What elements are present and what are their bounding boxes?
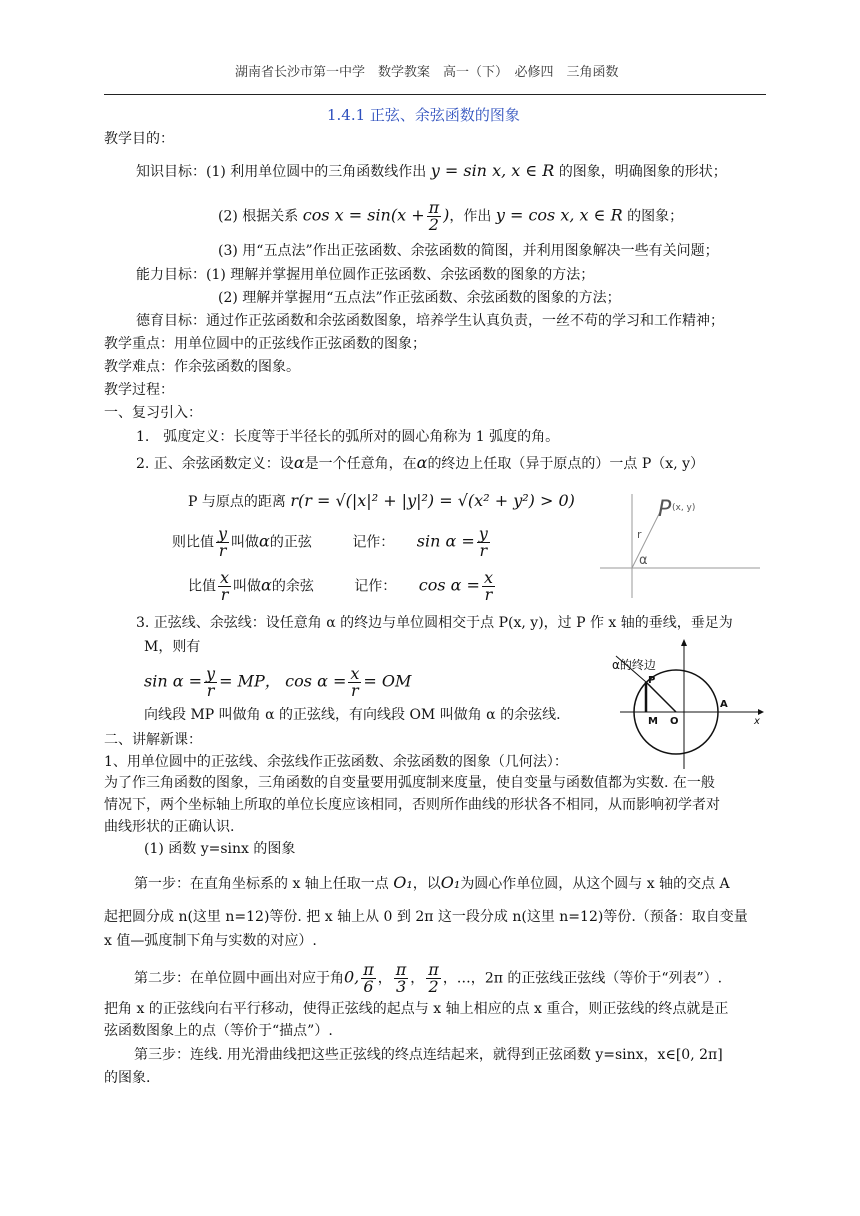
origin-label: O — [670, 716, 679, 727]
step-two-line-3: 弦函数图象上的点（等价于“描点”）. — [104, 1023, 333, 1039]
point-p-label: P — [658, 497, 672, 522]
step-one-line-1: 第一步：在直角坐标系的 x 轴上任取一点 O₁，以O₁为圆心作单位圆，从这个圆与 x 轴的交点 A — [134, 873, 730, 892]
knowledge-goal-3: (3) 用“五点法”作出正弦函数、余弦函数的简图，并利用图象解决一些有关问题； — [218, 243, 719, 259]
x-axis-label: x — [754, 716, 760, 727]
directed-segment-text: 向线段 MP 叫做角 α 的正弦线，有向线段 OM 叫做角 α 的余弦线. — [144, 707, 561, 723]
moral-goal: 德育目标：通过作正弦函数和余弦函数图象，培养学生认真负责，一丝不苟的学习和工作精神； — [136, 313, 724, 329]
step-one-line-3: x 值—弧度制下角与实数的对应）. — [104, 933, 317, 949]
geometric-method-heading: 1、用单位圆中的正弦线、余弦线作正弦函数、余弦函数的图象（几何法）： — [104, 754, 568, 770]
cosine-definition: 比值 $\frac{x}{r}$ 叫做α的余弦 记作： cos α = $\frac{x}{r}$ — [188, 568, 493, 604]
sine-graph-heading: (1) 函数 y=sinx 的图象 — [144, 841, 296, 857]
unit-circle-figure — [608, 636, 768, 770]
step-one-line-2: 起把圆分成 n(这里 n=12)等份. 把 x 轴上从 0 到 2π 这一段分成 n(这里 n=12)等份.（预备：取自变量 — [104, 909, 748, 925]
ability-goal-1: 能力目标：(1) 理解并掌握用单位圆作正弦函数、余弦函数的图象的方法； — [136, 267, 595, 283]
paragraph-line-2: 情况下，两个坐标轴上所取的单位长度应该相同，否则所作曲线的形状各不相同，从而影响初学者对 — [104, 797, 720, 813]
angle-figure — [596, 490, 764, 600]
point-coord-label: (x, y) — [672, 503, 696, 513]
step-three-line-1: 第三步：连线. 用光滑曲线把这些正弦线的终点连结起来，就得到正弦函数 y=sinx，x∈[0, 2π] — [134, 1047, 723, 1063]
trig-definition-intro: 2. 正、余弦函数定义：设α是一个任意角，在α的终边上任取（异于原点的）一点 P（x, y） — [136, 453, 705, 472]
difficult-point: 教学难点：作余弦函数的图象。 — [104, 359, 300, 375]
ability-goal-2: (2) 理解并掌握用“五点法”作正弦函数、余弦函数的图象的方法； — [218, 290, 621, 306]
radius-op-line — [646, 682, 676, 712]
y-axis-arrow — [681, 639, 687, 646]
point-a-label: A — [720, 699, 728, 710]
section-review-heading: 一、复习引入： — [104, 405, 202, 421]
knowledge-goal-1: 知识目标：(1) 利用单位圆中的三角函数线作出 y = sin x, x ∈ R 的图象，明确图象的形状； — [136, 161, 727, 180]
section-new-lesson-heading: 二、讲解新课： — [104, 732, 202, 748]
key-point: 教学重点：用单位圆中的正弦线作正弦函数的图象； — [104, 336, 426, 352]
teaching-process-heading: 教学过程： — [104, 382, 174, 398]
sine-line-definition: 3. 正弦线、余弦线：设任意角 α 的终边与单位圆相交于点 P(x, y)，过 P 作 x 轴的垂线，垂足为 — [136, 615, 733, 631]
teaching-goals-heading: 教学目的： — [104, 131, 174, 147]
point-p-label: P — [648, 675, 656, 686]
point-m-label: M — [648, 716, 658, 727]
alpha-label: α — [639, 553, 648, 568]
page-header: 湖南省长沙市第一中学 数学教案 高一（下） 必修四 三角函数 — [235, 65, 619, 80]
header-rule — [104, 94, 766, 95]
radius-label: r — [637, 528, 642, 541]
x-axis-arrow — [758, 709, 764, 715]
paragraph-line-1: 为了作三角函数的图象，三角函数的自变量要用弧度制来度量，使自变量与函数值都为实数. 在一般 — [104, 775, 715, 791]
paragraph-line-3: 曲线形状的正确认识. — [104, 819, 235, 835]
sine-line-definition-cont: M，则有 — [144, 639, 201, 655]
distance-formula: P 与原点的距离 r(r = √(|x|² + |y|²) = √(x² + y²) > 0) — [188, 491, 575, 510]
terminal-side-caption: α的终边 — [612, 658, 656, 672]
step-three-line-2: 的图象. — [104, 1070, 151, 1086]
step-two-line-1: 第二步：在单位圆中画出对应于角0, $\frac{\pi}{6}$ ， $\frac{\pi}{3}$ ， $\frac{\pi}{2}$ ，…，2π 的正弦线正弦线（等价于“列表”）. — [134, 960, 723, 996]
sine-cosine-line-formula: sin α = $\frac{y}{r}$ = MP， cos α = $\frac{x}{r}$ = OM — [144, 664, 412, 700]
document-title: 1.4.1 正弦、余弦函数的图象 — [327, 106, 520, 124]
knowledge-goal-2: (2) 根据关系 cos x = sin(x + $\frac{\pi}{2}$ )，作出 y = cos x, x ∈ R 的图象； — [218, 198, 684, 234]
sine-definition: 则比值 $\frac{y}{r}$ 叫做α的正弦 记作： sin α = $\frac{y}{r}$ — [172, 524, 488, 560]
step-two-line-2: 把角 x 的正弦线向右平行移动，使得正弦线的起点与 x 轴上相应的点 x 重合，则正弦线的终点就是正 — [104, 1001, 729, 1017]
radian-definition: 1. 弧度定义：长度等于半径长的弧所对的圆心角称为 1 弧度的角。 — [136, 429, 560, 445]
